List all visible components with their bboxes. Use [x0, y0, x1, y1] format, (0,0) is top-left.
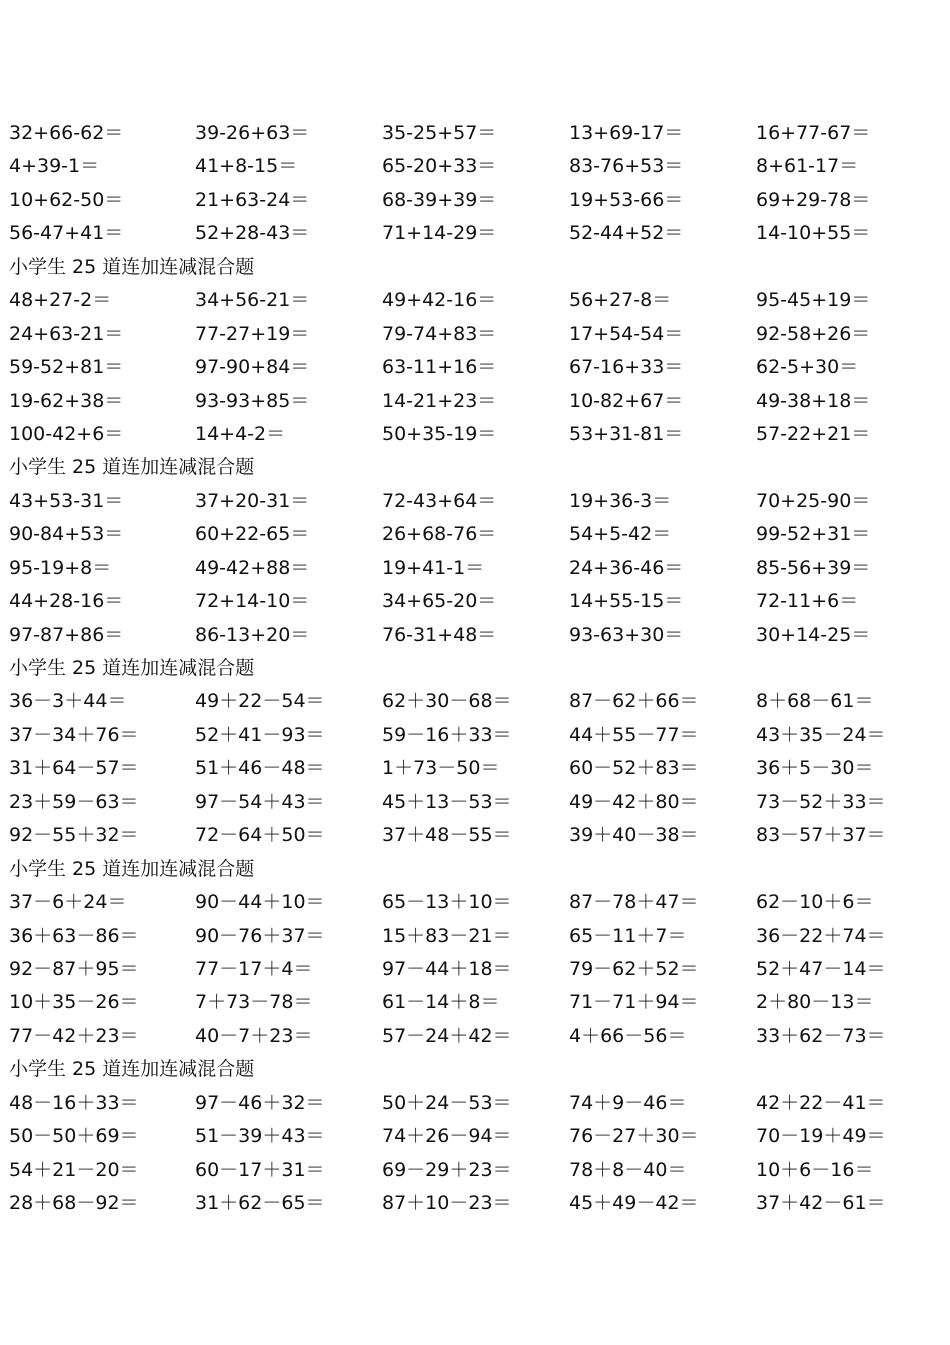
- section-heading: 小学生 25 道连加连减混合题: [9, 657, 255, 679]
- math-problem: 36＋63－86＝: [9, 924, 139, 947]
- problem-row: [0, 418, 950, 451]
- math-problem: 77-27+19＝: [195, 322, 310, 345]
- problem-row: [0, 1187, 950, 1220]
- math-problem: 37＋42－61＝: [756, 1192, 886, 1214]
- math-problem: 87＋10－23＝: [382, 1192, 512, 1214]
- math-problem: 59－16＋33＝: [382, 723, 512, 746]
- math-problem: 77－17＋4＝: [195, 957, 313, 980]
- math-problem: 2＋80－13＝: [756, 991, 874, 1014]
- math-problem: 15＋83－21＝: [382, 924, 512, 947]
- math-problem: 30+14-25＝: [756, 623, 871, 646]
- math-problem: 57－24＋42＝: [382, 1024, 512, 1047]
- math-problem: 19+36-3＝: [569, 489, 672, 512]
- problem-row: [0, 518, 950, 551]
- math-problem: 86-13+20＝: [195, 623, 310, 646]
- math-problem: 8＋68－61＝: [756, 690, 874, 713]
- math-problem: 97-87+86＝: [9, 623, 124, 646]
- math-problem: 83－57＋37＝: [756, 824, 886, 847]
- math-problem: 93-63+30＝: [569, 623, 684, 646]
- math-problem: 72-43+64＝: [382, 489, 497, 512]
- math-problem: 1＋73－50＝: [382, 757, 500, 780]
- math-problem: 68-39+39＝: [382, 188, 497, 211]
- math-problem: 49-42+88＝: [195, 556, 310, 579]
- math-problem: 48+27-2＝: [9, 289, 112, 312]
- math-problem: 74＋9－46＝: [569, 1091, 687, 1114]
- math-problem: 97－46＋32＝: [195, 1091, 325, 1114]
- math-problem: 26+68-76＝: [382, 523, 497, 546]
- math-problem: 34+65-20＝: [382, 590, 497, 613]
- problem-row: [0, 1087, 950, 1120]
- problem-row: [0, 318, 950, 351]
- math-problem: 62－10＋6＝: [756, 891, 874, 914]
- worksheet: [0, 117, 950, 1220]
- problem-row: [0, 150, 950, 183]
- math-problem: 16+77-67＝: [756, 122, 871, 144]
- problem-row: [0, 284, 950, 317]
- math-problem: 90-84+53＝: [9, 523, 124, 546]
- math-problem: 54+5-42＝: [569, 523, 672, 546]
- math-problem: 60－17＋31＝: [195, 1158, 325, 1181]
- math-problem: 10-82+67＝: [569, 389, 684, 412]
- problem-row: [0, 719, 950, 752]
- math-problem: 13+69-17＝: [569, 122, 684, 144]
- math-problem: 19+53-66＝: [569, 188, 684, 211]
- math-problem: 49＋22－54＝: [195, 690, 325, 713]
- math-problem: 61－14＋8＝: [382, 991, 500, 1014]
- problem-row: [0, 585, 950, 618]
- math-problem: 10+62-50＝: [9, 188, 124, 211]
- section-heading: 小学生 25 道连加连减混合题: [9, 456, 255, 479]
- problem-row: [0, 184, 950, 217]
- math-problem: 78＋8－40＝: [569, 1158, 687, 1181]
- math-problem: 65－13＋10＝: [382, 891, 512, 914]
- math-problem: 69+29-78＝: [756, 188, 871, 211]
- problem-row: [0, 485, 950, 518]
- math-problem: 32+66-62＝: [9, 122, 124, 144]
- math-problem: 72+14-10＝: [195, 590, 310, 613]
- math-problem: 56-47+41＝: [9, 222, 124, 245]
- problem-row: [0, 351, 950, 384]
- math-problem: 24+36-46＝: [569, 556, 684, 579]
- problem-row: [0, 217, 950, 250]
- problem-row: [0, 786, 950, 819]
- problem-row: [0, 552, 950, 585]
- math-problem: 56+27-8＝: [569, 289, 672, 312]
- math-problem: 4+39-1＝: [9, 155, 100, 178]
- math-problem: 10＋35－26＝: [9, 991, 139, 1014]
- math-problem: 93-93+85＝: [195, 389, 310, 412]
- math-problem: 45＋13－53＝: [382, 790, 512, 813]
- problem-row: [0, 986, 950, 1019]
- math-problem: 37+20-31＝: [195, 489, 310, 512]
- math-problem: 60－52＋83＝: [569, 757, 699, 780]
- math-problem: 19+41-1＝: [382, 556, 485, 579]
- math-problem: 62-5+30＝: [756, 356, 859, 379]
- math-problem: 48－16＋33＝: [9, 1091, 139, 1114]
- math-problem: 50+35-19＝: [382, 422, 497, 445]
- math-problem: 10＋6－16＝: [756, 1158, 874, 1181]
- math-problem: 72－64＋50＝: [195, 824, 325, 847]
- problem-row: [0, 953, 950, 986]
- math-problem: 51－39＋43＝: [195, 1125, 325, 1148]
- math-problem: 70+25-90＝: [756, 489, 871, 512]
- math-problem: 97－44＋18＝: [382, 957, 512, 980]
- section-heading: 小学生 25 道连加连减混合题: [9, 255, 255, 278]
- math-problem: 40－7＋23＝: [195, 1024, 313, 1047]
- math-problem: 83-76+53＝: [569, 155, 684, 178]
- section-heading: 小学生 25 道连加连减混合题: [9, 1058, 255, 1081]
- math-problem: 76-31+48＝: [382, 623, 497, 646]
- math-problem: 92－87＋95＝: [9, 957, 139, 980]
- math-problem: 54＋21－20＝: [9, 1158, 139, 1181]
- math-problem: 87－78＋47＝: [569, 891, 699, 914]
- problem-row: [0, 752, 950, 785]
- math-problem: 92－55＋32＝: [9, 824, 139, 847]
- math-problem: 43+53-31＝: [9, 489, 124, 512]
- math-problem: 23＋59－63＝: [9, 790, 139, 813]
- math-problem: 49-38+18＝: [756, 389, 871, 412]
- math-problem: 85-56+39＝: [756, 556, 871, 579]
- math-problem: 65-20+33＝: [382, 155, 497, 178]
- math-problem: 14-21+23＝: [382, 389, 497, 412]
- math-problem: 28＋68－92＝: [9, 1192, 139, 1214]
- math-problem: 34+56-21＝: [195, 289, 310, 312]
- math-problem: 95-45+19＝: [756, 289, 871, 312]
- math-problem: 37－6＋24＝: [9, 891, 127, 914]
- math-problem: 51＋46－48＝: [195, 757, 325, 780]
- math-problem: 100-42+6＝: [9, 422, 124, 445]
- problem-row: [0, 1154, 950, 1187]
- math-problem: 8+61-17＝: [756, 155, 859, 178]
- math-problem: 73－52＋33＝: [756, 790, 886, 813]
- math-problem: 31＋62－65＝: [195, 1192, 325, 1214]
- math-problem: 95-19+8＝: [9, 556, 112, 579]
- problem-row: [0, 385, 950, 418]
- math-problem: 65－11＋7＝: [569, 924, 687, 947]
- math-problem: 87－62＋66＝: [569, 690, 699, 713]
- math-problem: 50－50＋69＝: [9, 1125, 139, 1148]
- math-problem: 45＋49－42＝: [569, 1192, 699, 1214]
- math-problem: 43＋35－24＝: [756, 723, 886, 746]
- math-problem: 71－71＋94＝: [569, 991, 699, 1014]
- math-problem: 49－42＋80＝: [569, 790, 699, 813]
- math-problem: 14+4-2＝: [195, 422, 286, 445]
- math-problem: 36－3＋44＝: [9, 690, 127, 713]
- math-problem: 63-11+16＝: [382, 356, 497, 379]
- math-problem: 90－76＋37＝: [195, 924, 325, 947]
- math-problem: 42＋22－41＝: [756, 1091, 886, 1114]
- problem-row: [0, 886, 950, 919]
- math-problem: 92-58+26＝: [756, 322, 871, 345]
- math-problem: 17+54-54＝: [569, 322, 684, 345]
- math-problem: 37＋48－55＝: [382, 824, 512, 847]
- problem-row: [0, 920, 950, 953]
- math-problem: 14-10+55＝: [756, 222, 871, 245]
- math-problem: 4＋66－56＝: [569, 1024, 687, 1047]
- math-problem: 7＋73－78＝: [195, 991, 313, 1014]
- math-problem: 24+63-21＝: [9, 322, 124, 345]
- math-problem: 52+28-43＝: [195, 222, 310, 245]
- problem-row: [0, 619, 950, 652]
- math-problem: 19-62+38＝: [9, 389, 124, 412]
- math-problem: 57-22+21＝: [756, 422, 871, 445]
- math-problem: 74＋26－94＝: [382, 1125, 512, 1148]
- math-problem: 97－54＋43＝: [195, 790, 325, 813]
- math-problem: 44+28-16＝: [9, 590, 124, 613]
- math-problem: 44＋55－77＝: [569, 723, 699, 746]
- math-problem: 49+42-16＝: [382, 289, 497, 312]
- math-problem: 53+31-81＝: [569, 422, 684, 445]
- math-problem: 39-26+63＝: [195, 122, 310, 144]
- math-problem: 52＋41－93＝: [195, 723, 325, 746]
- math-problem: 31＋64－57＝: [9, 757, 139, 780]
- math-problem: 90－44＋10＝: [195, 891, 325, 914]
- math-problem: 35-25+57＝: [382, 122, 497, 144]
- math-problem: 36－22＋74＝: [756, 924, 886, 947]
- math-problem: 36＋5－30＝: [756, 757, 874, 780]
- math-problem: 67-16+33＝: [569, 356, 684, 379]
- math-problem: 71+14-29＝: [382, 222, 497, 245]
- math-problem: 72-11+6＝: [756, 590, 859, 613]
- problem-row: [0, 1020, 950, 1053]
- math-problem: 79-74+83＝: [382, 322, 497, 345]
- math-problem: 52-44+52＝: [569, 222, 684, 245]
- math-problem: 79－62＋52＝: [569, 957, 699, 980]
- math-problem: 33＋62－73＝: [756, 1024, 886, 1047]
- math-problem: 59-52+81＝: [9, 356, 124, 379]
- problem-row: [0, 819, 950, 852]
- problem-row: [0, 1120, 950, 1153]
- math-problem: 60+22-65＝: [195, 523, 310, 546]
- math-problem: 70－19＋49＝: [756, 1125, 886, 1148]
- math-problem: 62＋30－68＝: [382, 690, 512, 713]
- math-problem: 69－29＋23＝: [382, 1158, 512, 1181]
- math-problem: 37－34＋76＝: [9, 723, 139, 746]
- math-problem: 39＋40－38＝: [569, 824, 699, 847]
- math-problem: 97-90+84＝: [195, 356, 310, 379]
- math-problem: 99-52+31＝: [756, 523, 871, 546]
- math-problem: 14+55-15＝: [569, 590, 684, 613]
- math-problem: 21+63-24＝: [195, 188, 310, 211]
- math-problem: 41+8-15＝: [195, 155, 298, 178]
- math-problem: 50＋24－53＝: [382, 1091, 512, 1114]
- math-problem: 77－42＋23＝: [9, 1024, 139, 1047]
- problem-row: [0, 685, 950, 718]
- problem-row: [0, 117, 950, 150]
- math-problem: 76－27＋30＝: [569, 1125, 699, 1148]
- math-problem: 52＋47－14＝: [756, 957, 886, 980]
- section-heading: 小学生 25 道连加连减混合题: [9, 857, 255, 880]
